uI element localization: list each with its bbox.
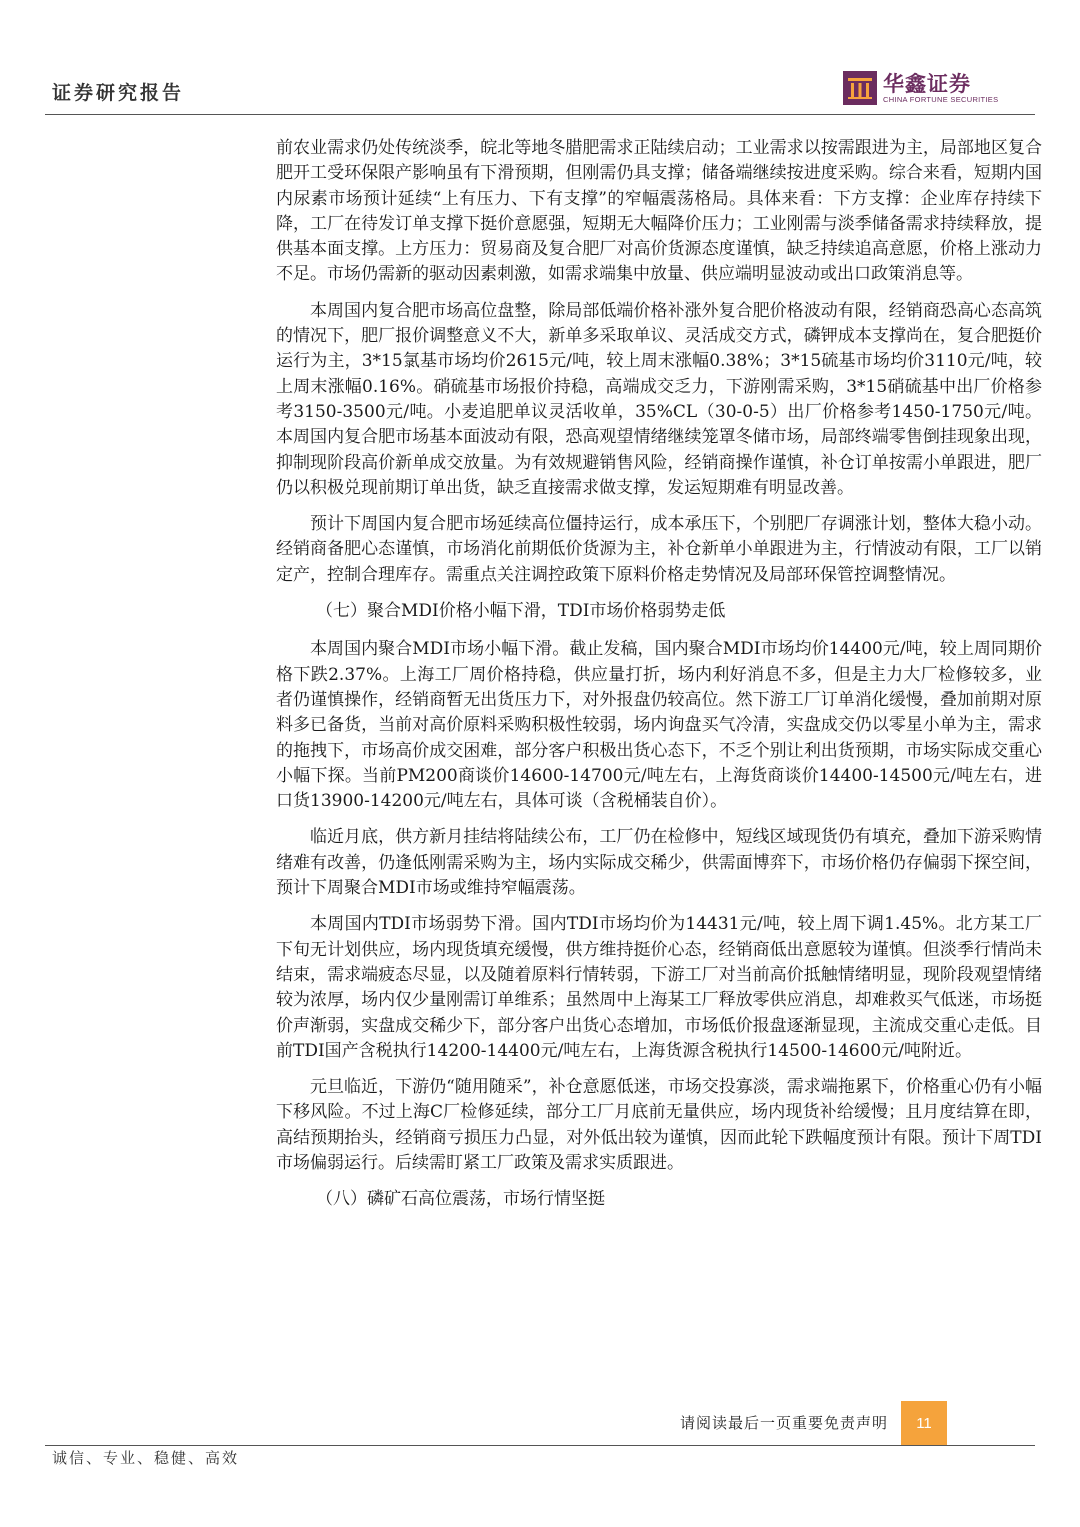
logo-chinese-name: 华鑫证券 <box>883 71 971 96</box>
company-logo <box>843 70 998 106</box>
disclaimer-note: 请阅读最后一页重要免责声明 <box>680 1414 889 1432</box>
paragraph: 本周国内聚合MDI市场小幅下滑。截止发稿，国内聚合MDI市场均价14400元/吨，较上周同期价格下跌2.37%。上海工厂周价格持稳，供应量打折，场内利好消息不多，但是主力大厂检修较多，业者仍谨慎操作，经销商暂无出货压力下，对外报盘仍较高位。然下游工厂订单消化缓慢，叠加前期对原料多已备货，当前对高价原料采购积极性较弱，场内询盘买气冷清，实盘成交仍以零星小单为主，需求的拖拽下，市场高价成交困难，部分客户积极出货心态下，不乏个别让利出货预期，市场实际成交重心小幅下探。当前PM200商谈价14600-14700元/吨左右，上海货商谈价14400-14500元/吨左右，进口货13900-14200元/吨左右，具体可谈（含税桶装自价）。 <box>276 639 1042 812</box>
paragraph: 临近月底，供方新月挂结将陆续公布，工厂仍在检修中，短线区域现货仍有填充，叠加下游采购情绪难有改善，仍逢低刚需采购为主，场内实际成交稀少，供需面博弈下，市场价格仍存偏弱下探空间，预计下周聚合MDI市场或维持窄幅震荡。 <box>276 827 1042 899</box>
section-heading: （八）磷矿石高位震荡，市场行情坚挺 <box>316 1189 605 1210</box>
page-number: 11 <box>901 1401 947 1445</box>
paragraph: 元旦临近，下游仍“随用随采”，补仓意愿低迷，市场交投寡淡，需求端拖累下，价格重心仍有小幅下移风险。不过上海C厂检修延续，部分工厂月底前无量供应，场内现货补给缓慢；且月度结算在即，高结预期抬头，经销商亏损压力凸显，对外低出较为谨慎，因而此轮下跌幅度预计有限。预计下周TDI市场偏弱运行。后续需盯紧工厂政策及需求实质跟进。 <box>276 1077 1042 1173</box>
logo-english-name: CHINA FORTUNE SECURITIES <box>883 94 999 104</box>
paragraph: 前农业需求仍处传统淡季，皖北等地冬腊肥需求正陆续启动；工业需求以按需跟进为主，局部地区复合肥开工受环保限产影响虽有下滑预期，但刚需仍具支撑；储备端继续按进度采购。综合来看，短期内国内尿素市场预计延续“上有压力、下有支撑”的窄幅震荡格局。具体来看：下方支撑：企业库存持续下降，工厂在待发订单支撑下挺价意愿强，短期无大幅降价压力；工业刚需与淡季储备需求持续释放，提供基本面支撑。上方压力：贸易商及复合肥厂对高价货源态度谨慎，缺乏持续追高意愿，价格上涨动力不足。市场仍需新的驱动因素刺激，如需求端集中放量、供应端明显波动或出口政策消息等。 <box>276 138 1042 285</box>
paragraph: 本周国内TDI市场弱势下滑。国内TDI市场均价为14431元/吨，较上周下调1.45%。北方某工厂下旬无计划供应，场内现货填充缓慢，供方维持挺价心态，经销商低出意愿较为谨慎。但淡季行情尚未结束，需求端疲态尽显，以及随着原料行情转弱，下游工厂对当前高价抵触情绪明显，现阶段观望情绪较为浓厚，场内仅少量刚需订单维系；虽然周中上海某工厂释放零供应消息，却难救买气低迷，市场挺价声渐弱，实盘成交稀少下，部分客户出货心态增加，市场低价报盘逐渐显现，主流成交重心走低。目前TDI国产含税执行14200-14400元/吨左右，上海货源含税执行14500-14600元/吨附近。 <box>276 914 1042 1061</box>
paragraph: 本周国内复合肥市场高位盘整，除局部低端价格补涨外复合肥价格波动有限，经销商恐高心态高筑的情况下，肥厂报价调整意义不大，新单多采取单议、灵活成交方式，磷钾成本支撑尚在，复合肥挺价运行为主，3*15氯基市场均价2615元/吨，较上周末涨幅0.38%；3*15硫基市场均价3110元/吨，较上周末涨幅0.16%。硝硫基市场报价持稳，高端成交乏力，下游刚需采购，3*15硝硫基中出厂价格参考3150-3500元/吨。小麦追肥单议灵活收单，35%CL（30-0-5）出厂价格参考1450-1750元/吨。本周国内复合肥市场基本面波动有限，恐高观望情绪继续笼罩冬储市场，局部终端零售倒挂现象出现，抑制现阶段高价新单成交放量。为有效规避销售风险，经销商操作谨慎，补仓订单按需小单跟进，肥厂仍以积极兑现前期订单出货，缺乏直接需求做支撑，发运短期难有明显改善。 <box>276 300 1042 498</box>
report-type-label: 证券研究报告 <box>52 82 185 104</box>
logo-icon <box>843 71 877 105</box>
section-heading: （七）聚合MDI价格小幅下滑，TDI市场价格弱势走低 <box>316 601 726 622</box>
footer-divider <box>45 1445 1035 1446</box>
header-divider <box>45 114 1035 115</box>
report-body <box>276 136 1042 1226</box>
company-motto: 诚信、专业、稳健、高效 <box>52 1449 240 1467</box>
paragraph: 预计下周国内复合肥市场延续高位僵持运行，成本承压下，个别肥厂存调涨计划，整体大稳小动。经销商备肥心态谨慎，市场消化前期低价货源为主，补仓新单小单跟进为主，行情波动有限，工厂以销定产，控制合理库存。需重点关注调控政策下原料价格走势情况及局部环保管控调整情况。 <box>276 514 1042 585</box>
